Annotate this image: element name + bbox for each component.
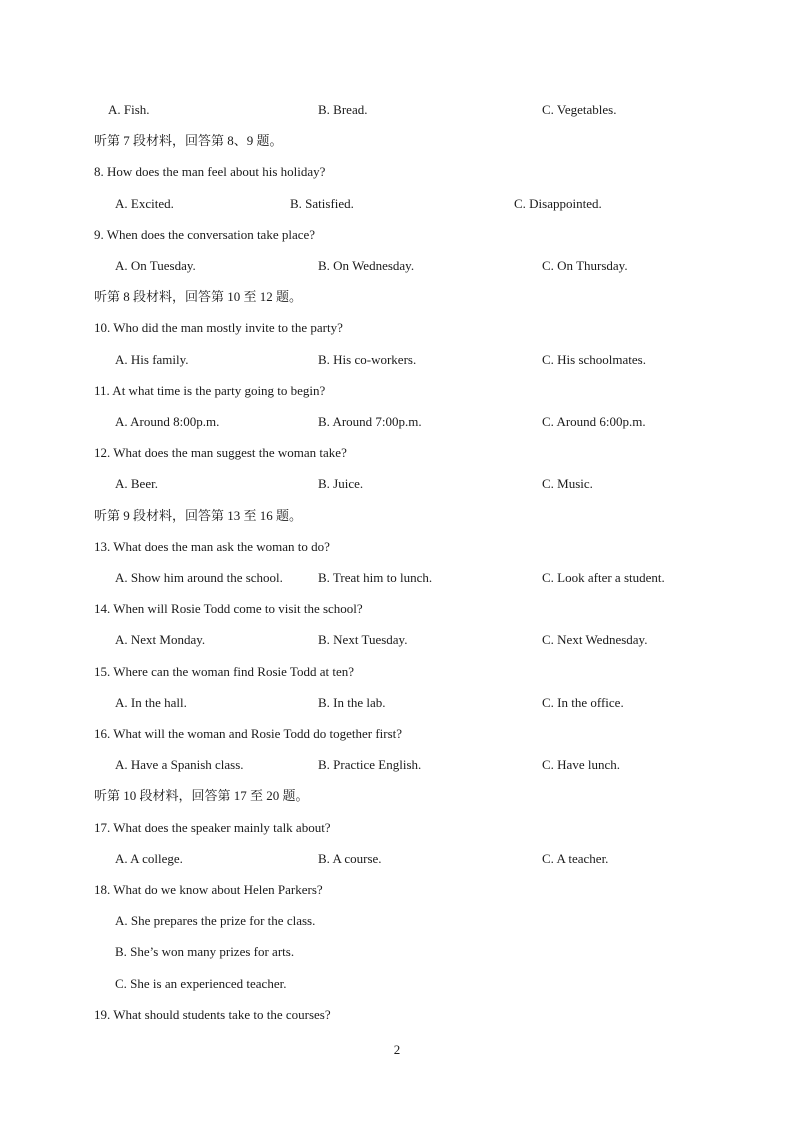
question-text: 10. Who did the man mostly invite to the party? xyxy=(94,320,343,335)
option-c: C. Around 6:00p.m. xyxy=(542,414,646,429)
option-line xyxy=(0,912,794,930)
section-heading xyxy=(0,132,794,150)
option-c: C. Have lunch. xyxy=(542,757,620,772)
option-a: A. A college. xyxy=(115,851,183,866)
option-a: A. Around 8:00p.m. xyxy=(115,414,220,429)
option-b: B. Juice. xyxy=(318,476,364,491)
question-text: 19. What should students take to the courses? xyxy=(94,1007,331,1022)
option-a: A. Beer. xyxy=(115,476,158,491)
option-line xyxy=(0,850,794,868)
option-a: A. His family. xyxy=(115,352,189,367)
option-a: A. Have a Spanish class. xyxy=(115,757,244,772)
option-c: C. His schoolmates. xyxy=(542,352,646,367)
option-a: A. Excited. xyxy=(115,196,174,211)
option-c: C. Look after a student. xyxy=(542,570,665,585)
question-text: 17. What does the speaker mainly talk about? xyxy=(94,820,331,835)
option-line xyxy=(0,413,794,431)
option-line xyxy=(0,351,794,369)
section-heading xyxy=(0,507,794,525)
option-b: B. In the lab. xyxy=(318,695,386,710)
option-line xyxy=(0,943,794,961)
option-c: C. Vegetables. xyxy=(542,102,617,117)
option-b: B. Treat him to lunch. xyxy=(318,570,433,585)
section-heading xyxy=(0,288,794,306)
question-text: 8. How does the man feel about his holiday? xyxy=(94,164,326,179)
section-text: 听第 8 段材料，回答第 10 至 12 题。 xyxy=(94,289,303,304)
question-text: 12. What does the man suggest the woman take? xyxy=(94,445,347,460)
option-b: B. Around 7:00p.m. xyxy=(318,414,422,429)
question-line xyxy=(0,1006,794,1024)
question-text: 13. What does the man ask the woman to do? xyxy=(94,539,330,554)
option-b: B. On Wednesday. xyxy=(318,258,415,273)
option-c: C. In the office. xyxy=(542,695,624,710)
option-a: A. On Tuesday. xyxy=(115,258,196,273)
section-text: 听第 9 段材料，回答第 13 至 16 题。 xyxy=(94,508,303,523)
page-number: 2 xyxy=(393,1042,401,1057)
question-line xyxy=(0,444,794,462)
option-b: B. His co-workers. xyxy=(318,352,417,367)
option-line xyxy=(0,101,794,119)
section-heading xyxy=(0,787,794,805)
option-c: C. Next Wednesday. xyxy=(542,632,648,647)
option-a: A. Fish. xyxy=(108,102,150,117)
section-text: 听第 7 段材料，回答第 8、9 题。 xyxy=(94,133,283,148)
option-a: A. Next Monday. xyxy=(115,632,206,647)
question-text: 14. When will Rosie Todd come to visit the school? xyxy=(94,601,363,616)
option-line xyxy=(0,694,794,712)
option-text: A. She prepares the prize for the class. xyxy=(115,913,316,928)
question-line xyxy=(0,319,794,337)
option-c: C. A teacher. xyxy=(542,851,609,866)
option-line xyxy=(0,631,794,649)
question-line xyxy=(0,725,794,743)
option-line xyxy=(0,257,794,275)
question-line xyxy=(0,163,794,181)
option-text: C. She is an experienced teacher. xyxy=(115,976,287,991)
option-a: A. In the hall. xyxy=(115,695,187,710)
option-b: B. Bread. xyxy=(318,102,368,117)
question-text: 11. At what time is the party going to begin? xyxy=(94,383,326,398)
question-text: 15. Where can the woman find Rosie Todd at ten? xyxy=(94,664,354,679)
option-text: B. She’s won many prizes for arts. xyxy=(115,944,295,959)
question-line xyxy=(0,819,794,837)
option-b: B. A course. xyxy=(318,851,382,866)
question-text: 16. What will the woman and Rosie Todd do together first? xyxy=(94,726,403,741)
option-line xyxy=(0,475,794,493)
question-text: 18. What do we know about Helen Parkers? xyxy=(94,882,323,897)
option-a: A. Show him around the school. xyxy=(115,570,283,585)
question-line xyxy=(0,600,794,618)
option-b: B. Practice English. xyxy=(318,757,422,772)
question-line xyxy=(0,538,794,556)
option-line xyxy=(0,756,794,774)
question-line xyxy=(0,663,794,681)
option-b: B. Next Tuesday. xyxy=(318,632,408,647)
option-b: B. Satisfied. xyxy=(290,196,354,211)
option-c: C. On Thursday. xyxy=(542,258,628,273)
question-line xyxy=(0,881,794,899)
option-line xyxy=(0,195,794,213)
option-line xyxy=(0,569,794,587)
option-c: C. Disappointed. xyxy=(514,196,602,211)
option-line xyxy=(0,975,794,993)
option-c: C. Music. xyxy=(542,476,593,491)
question-line xyxy=(0,382,794,400)
section-text: 听第 10 段材料，回答第 17 至 20 题。 xyxy=(94,788,309,803)
question-line xyxy=(0,226,794,244)
question-text: 9. When does the conversation take place? xyxy=(94,227,316,242)
